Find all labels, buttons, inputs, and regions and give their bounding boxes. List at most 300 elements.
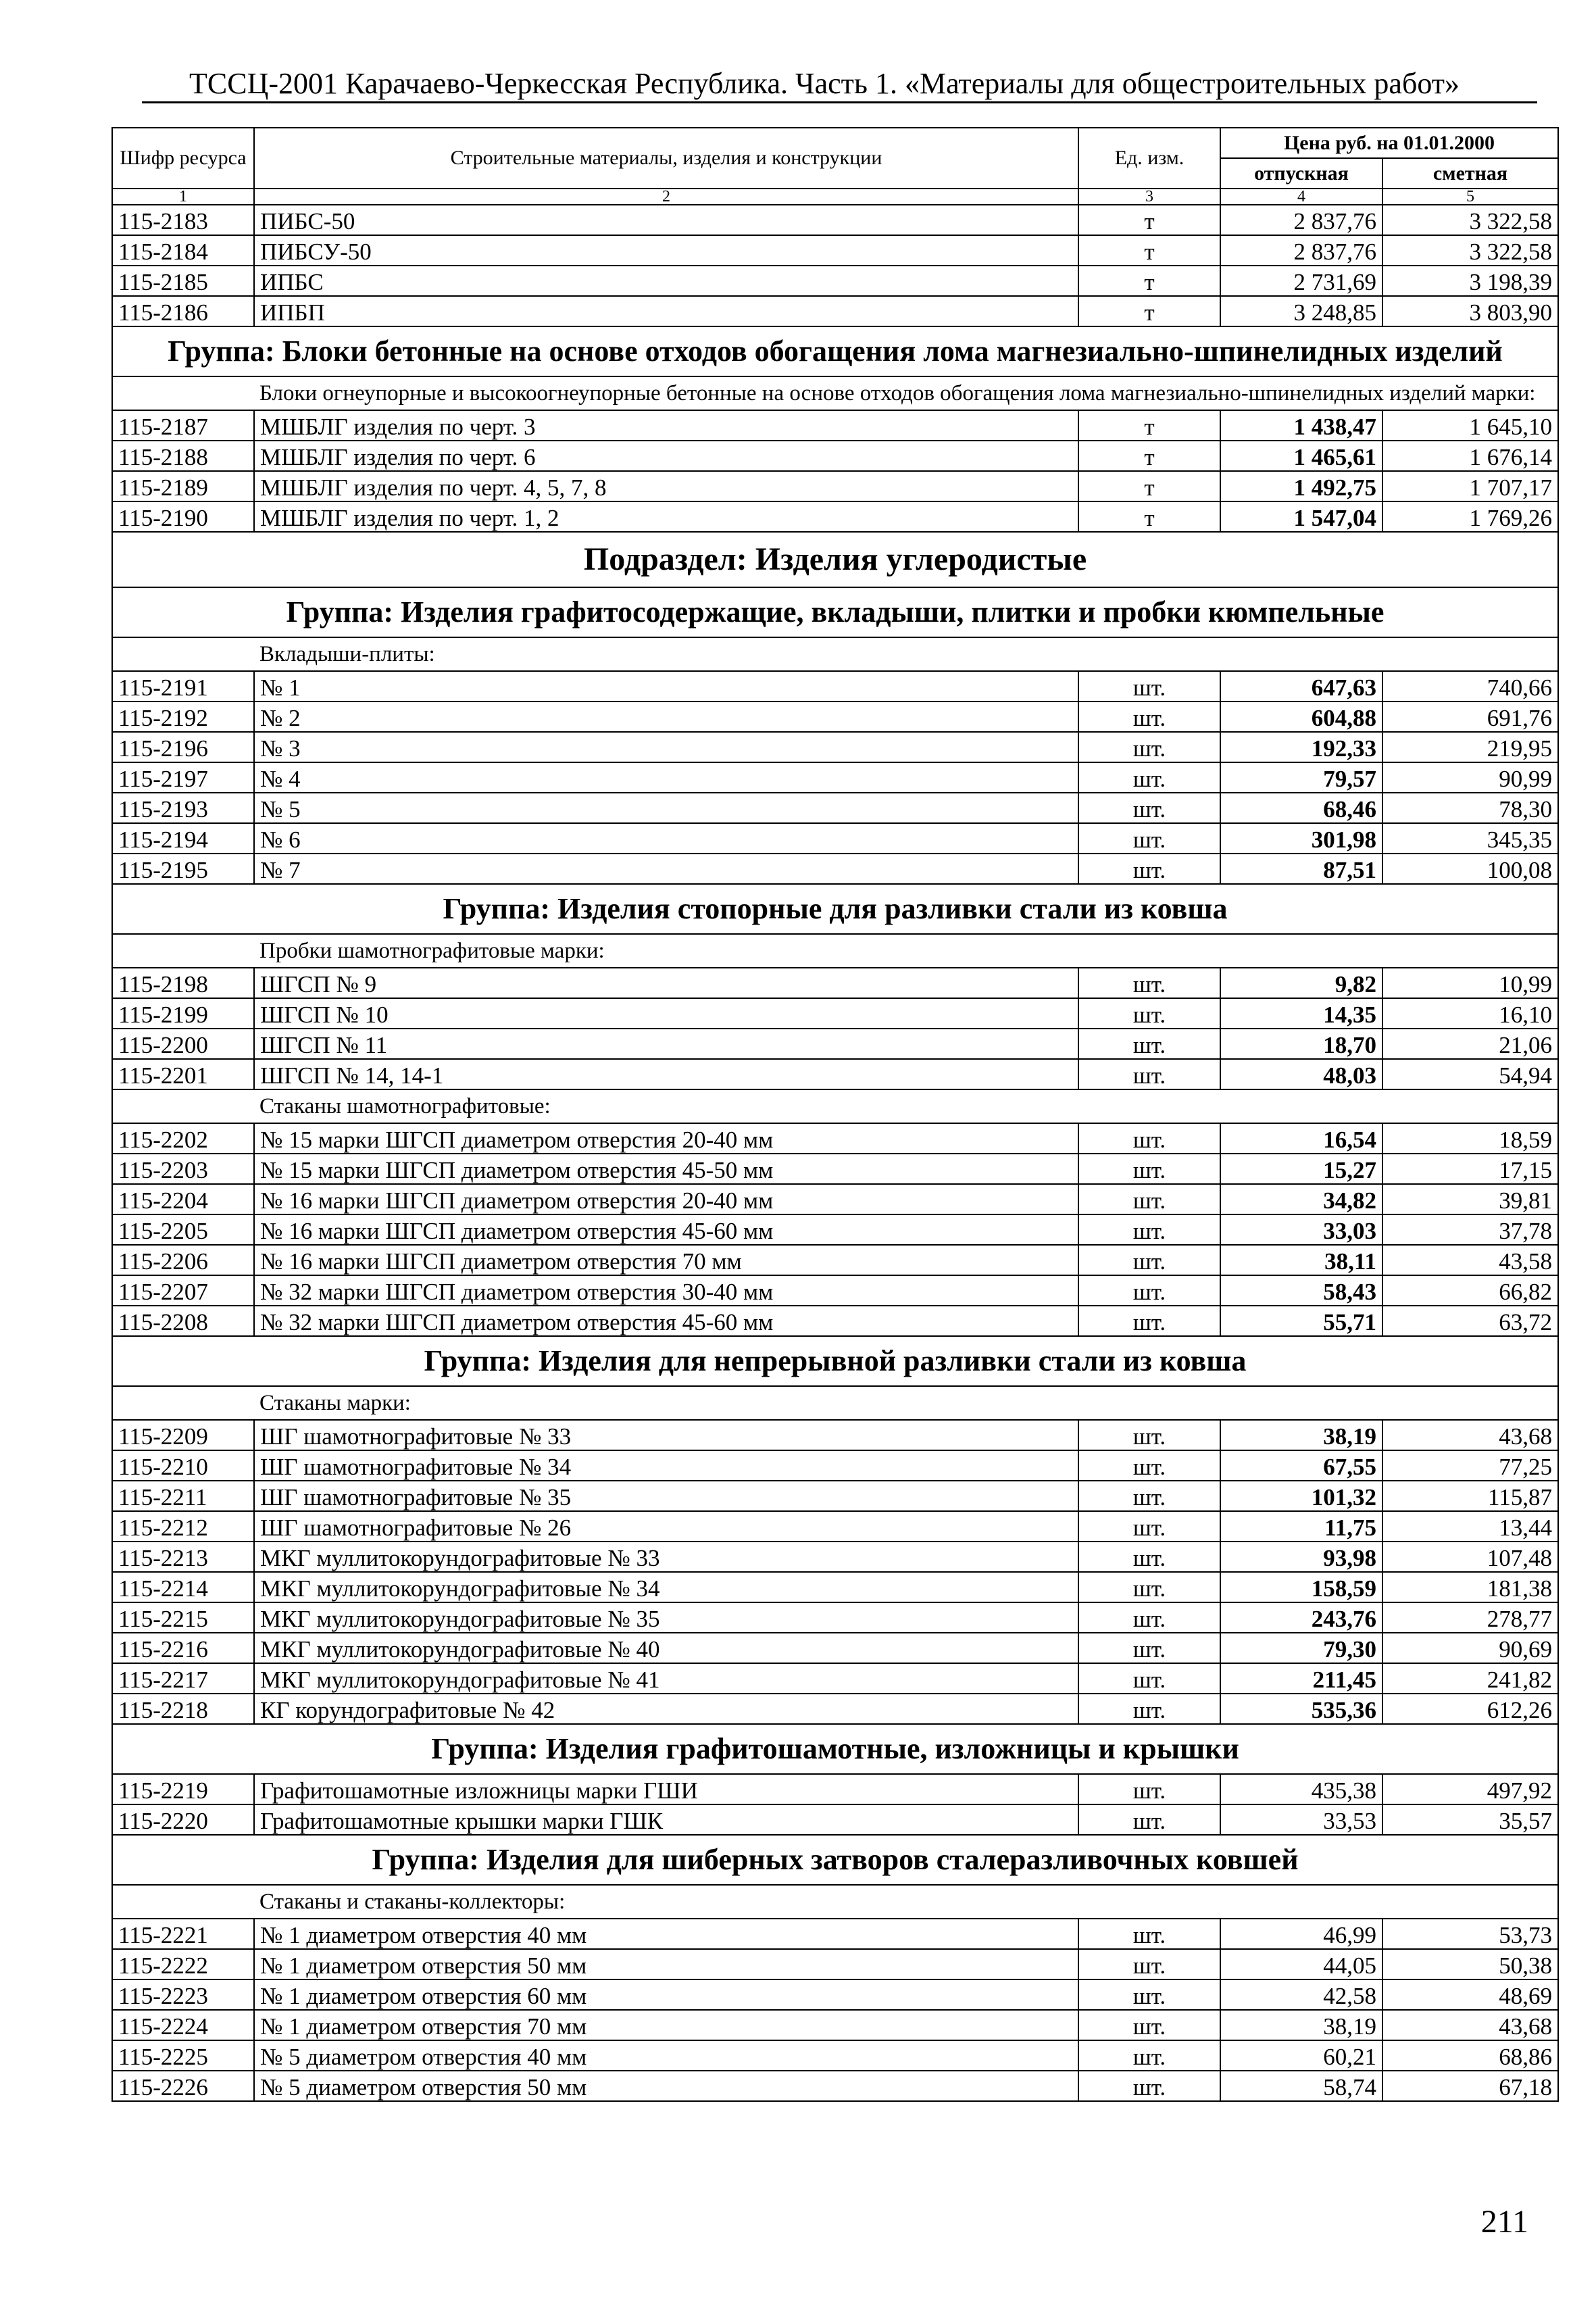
estimate-price: 66,82	[1382, 1275, 1558, 1306]
group-heading-row	[112, 326, 1558, 376]
material-name: ШГСП № 9	[254, 968, 1078, 998]
unit: шт.	[1078, 2071, 1220, 2101]
colnum-4: 4	[1220, 189, 1382, 205]
table-row	[112, 1123, 1558, 1154]
resource-code: 115-2206	[112, 1245, 254, 1275]
estimate-price: 37,78	[1382, 1214, 1558, 1245]
material-name: МШБЛГ изделия по черт. 4, 5, 7, 8	[254, 471, 1078, 501]
estimate-price: 39,81	[1382, 1184, 1558, 1214]
material-name: ШГ шамотнографитовые № 26	[254, 1511, 1078, 1542]
unit: т	[1078, 205, 1220, 235]
resource-code: 115-2184	[112, 235, 254, 266]
table-row	[112, 793, 1558, 823]
release-price: 9,82	[1220, 968, 1382, 998]
release-price: 158,59	[1220, 1572, 1382, 1602]
material-name: № 32 марки ШГСП диаметром отверстия 45-60 мм	[254, 1306, 1078, 1336]
resource-code: 115-2222	[112, 1949, 254, 1979]
resource-code: 115-2191	[112, 671, 254, 701]
note-text: Пробки шамотнографитовые марки:	[254, 934, 1558, 968]
material-name: № 1 диаметром отверстия 50 мм	[254, 1949, 1078, 1979]
estimate-price: 21,06	[1382, 1029, 1558, 1059]
estimate-price: 1 769,26	[1382, 501, 1558, 532]
material-name: МКГ муллитокорундографитовые № 34	[254, 1572, 1078, 1602]
note-text: Стаканы и стаканы-коллекторы:	[254, 1885, 1558, 1919]
unit: шт.	[1078, 1633, 1220, 1663]
release-price: 55,71	[1220, 1306, 1382, 1336]
material-name: № 7	[254, 854, 1078, 884]
estimate-price: 18,59	[1382, 1123, 1558, 1154]
estimate-price: 1 676,14	[1382, 441, 1558, 471]
resource-code: 115-2196	[112, 732, 254, 762]
resource-code: 115-2221	[112, 1919, 254, 1949]
estimate-price: 1 645,10	[1382, 410, 1558, 441]
resource-code: 115-2199	[112, 998, 254, 1029]
header-release-price: отпускная	[1220, 158, 1382, 189]
resource-code: 115-2210	[112, 1450, 254, 1481]
resource-code: 115-2186	[112, 296, 254, 326]
note-row	[112, 637, 1558, 671]
note-row	[112, 1885, 1558, 1919]
note-spacer	[112, 637, 254, 671]
estimate-price: 78,30	[1382, 793, 1558, 823]
resource-code: 115-2209	[112, 1420, 254, 1450]
resource-code: 115-2216	[112, 1633, 254, 1663]
table-row	[112, 762, 1558, 793]
estimate-price: 612,26	[1382, 1694, 1558, 1724]
material-name: МКГ муллитокорундографитовые № 41	[254, 1663, 1078, 1694]
release-price: 647,63	[1220, 671, 1382, 701]
group-heading-row	[112, 884, 1558, 934]
estimate-price: 345,35	[1382, 823, 1558, 854]
unit: т	[1078, 471, 1220, 501]
table-row	[112, 1511, 1558, 1542]
table-row	[112, 2010, 1558, 2040]
unit: шт.	[1078, 701, 1220, 732]
material-name: № 4	[254, 762, 1078, 793]
unit: шт.	[1078, 1774, 1220, 1804]
unit: шт.	[1078, 1694, 1220, 1724]
estimate-price: 90,69	[1382, 1633, 1558, 1663]
table-row	[112, 1602, 1558, 1633]
header-code: Шифр ресурса	[112, 128, 254, 189]
resource-code: 115-2202	[112, 1123, 254, 1154]
table-row	[112, 968, 1558, 998]
group-heading-row	[112, 587, 1558, 637]
table-row	[112, 235, 1558, 266]
group-heading: Группа: Изделия для непрерывной разливки стали из ковша	[112, 1336, 1558, 1386]
estimate-price: 63,72	[1382, 1306, 1558, 1336]
estimate-price: 241,82	[1382, 1663, 1558, 1694]
resource-code: 115-2187	[112, 410, 254, 441]
note-spacer	[112, 376, 254, 410]
release-price: 18,70	[1220, 1029, 1382, 1059]
header-unit: Ед. изм.	[1078, 128, 1220, 189]
resource-code: 115-2218	[112, 1694, 254, 1724]
resource-code: 115-2193	[112, 793, 254, 823]
resource-code: 115-2201	[112, 1059, 254, 1089]
table-row	[112, 471, 1558, 501]
unit: шт.	[1078, 1663, 1220, 1694]
table-row	[112, 1420, 1558, 1450]
group-heading: Группа: Изделия графитосодержащие, вкладыши, плитки и пробки кюмпельные	[112, 587, 1558, 637]
estimate-price: 43,58	[1382, 1245, 1558, 1275]
unit: т	[1078, 501, 1220, 532]
estimate-price: 100,08	[1382, 854, 1558, 884]
resource-code: 115-2211	[112, 1481, 254, 1511]
unit: шт.	[1078, 1214, 1220, 1245]
table-row	[112, 296, 1558, 326]
unit: шт.	[1078, 732, 1220, 762]
release-price: 33,03	[1220, 1214, 1382, 1245]
material-name: № 5 диаметром отверстия 40 мм	[254, 2040, 1078, 2071]
material-name: № 16 марки ШГСП диаметром отверстия 70 мм	[254, 1245, 1078, 1275]
estimate-price: 90,99	[1382, 762, 1558, 793]
table-row	[112, 1154, 1558, 1184]
unit: т	[1078, 441, 1220, 471]
material-name: ПИБСУ-50	[254, 235, 1078, 266]
unit: шт.	[1078, 998, 1220, 1029]
material-name: МКГ муллитокорундографитовые № 33	[254, 1542, 1078, 1572]
group-heading-row	[112, 1835, 1558, 1885]
release-price: 2 731,69	[1220, 266, 1382, 296]
resource-code: 115-2224	[112, 2010, 254, 2040]
release-price: 79,57	[1220, 762, 1382, 793]
release-price: 38,19	[1220, 1420, 1382, 1450]
release-price: 1 465,61	[1220, 441, 1382, 471]
table-header-row	[112, 128, 1558, 158]
release-price: 79,30	[1220, 1633, 1382, 1663]
material-name: МШБЛГ изделия по черт. 6	[254, 441, 1078, 471]
table-row	[112, 701, 1558, 732]
note-spacer	[112, 934, 254, 968]
material-name: № 32 марки ШГСП диаметром отверстия 30-40 мм	[254, 1275, 1078, 1306]
table-row	[112, 1633, 1558, 1663]
resource-code: 115-2219	[112, 1774, 254, 1804]
material-name: ШГСП № 14, 14-1	[254, 1059, 1078, 1089]
unit: шт.	[1078, 2040, 1220, 2071]
material-name: МШБЛГ изделия по черт. 3	[254, 410, 1078, 441]
estimate-price: 50,38	[1382, 1949, 1558, 1979]
group-heading: Группа: Изделия стопорные для разливки стали из ковша	[112, 884, 1558, 934]
group-heading: Группа: Блоки бетонные на основе отходов обогащения лома магнезиально-шпинелидных изделий	[112, 326, 1558, 376]
unit: т	[1078, 266, 1220, 296]
material-name: № 1 диаметром отверстия 70 мм	[254, 2010, 1078, 2040]
material-name: ШГ шамотнографитовые № 35	[254, 1481, 1078, 1511]
release-price: 42,58	[1220, 1979, 1382, 2010]
group-heading-row	[112, 1724, 1558, 1774]
unit: шт.	[1078, 1154, 1220, 1184]
release-price: 46,99	[1220, 1919, 1382, 1949]
release-price: 535,36	[1220, 1694, 1382, 1724]
unit: шт.	[1078, 968, 1220, 998]
unit: шт.	[1078, 823, 1220, 854]
unit: шт.	[1078, 1481, 1220, 1511]
price-table	[111, 127, 1559, 2102]
resource-code: 115-2197	[112, 762, 254, 793]
resource-code: 115-2189	[112, 471, 254, 501]
table-row	[112, 1949, 1558, 1979]
resource-code: 115-2208	[112, 1306, 254, 1336]
colnum-2: 2	[254, 189, 1078, 205]
material-name: № 16 марки ШГСП диаметром отверстия 45-60 мм	[254, 1214, 1078, 1245]
release-price: 60,21	[1220, 2040, 1382, 2071]
table-row	[112, 2071, 1558, 2101]
header-estimate-price: сметная	[1382, 158, 1558, 189]
estimate-price: 219,95	[1382, 732, 1558, 762]
estimate-price: 691,76	[1382, 701, 1558, 732]
group-heading: Группа: Изделия для шиберных затворов сталеразливочных ковшей	[112, 1835, 1558, 1885]
header-price: Цена руб. на 01.01.2000	[1220, 128, 1558, 158]
table-row	[112, 998, 1558, 1029]
resource-code: 115-2200	[112, 1029, 254, 1059]
colnum-3: 3	[1078, 189, 1220, 205]
table-row	[112, 1481, 1558, 1511]
table-row	[112, 1804, 1558, 1835]
release-price: 33,53	[1220, 1804, 1382, 1835]
resource-code: 115-2188	[112, 441, 254, 471]
material-name: Графитошамотные изложницы марки ГШИ	[254, 1774, 1078, 1804]
table-row	[112, 1184, 1558, 1214]
release-price: 48,03	[1220, 1059, 1382, 1089]
release-price: 435,38	[1220, 1774, 1382, 1804]
table-row	[112, 1059, 1558, 1089]
unit: шт.	[1078, 1979, 1220, 2010]
resource-code: 115-2183	[112, 205, 254, 235]
table-row	[112, 1663, 1558, 1694]
resource-code: 115-2212	[112, 1511, 254, 1542]
table-row	[112, 266, 1558, 296]
unit: шт.	[1078, 1420, 1220, 1450]
resource-code: 115-2220	[112, 1804, 254, 1835]
table-row	[112, 1694, 1558, 1724]
resource-code: 115-2215	[112, 1602, 254, 1633]
estimate-price: 54,94	[1382, 1059, 1558, 1089]
release-price: 93,98	[1220, 1542, 1382, 1572]
table-row	[112, 1245, 1558, 1275]
release-price: 2 837,76	[1220, 235, 1382, 266]
material-name: № 16 марки ШГСП диаметром отверстия 20-40 мм	[254, 1184, 1078, 1214]
table-row	[112, 1275, 1558, 1306]
material-name: № 6	[254, 823, 1078, 854]
estimate-price: 17,15	[1382, 1154, 1558, 1184]
unit: шт.	[1078, 671, 1220, 701]
resource-code: 115-2214	[112, 1572, 254, 1602]
material-name: № 1 диаметром отверстия 40 мм	[254, 1919, 1078, 1949]
estimate-price: 10,99	[1382, 968, 1558, 998]
material-name: ПИБС-50	[254, 205, 1078, 235]
release-price: 243,76	[1220, 1602, 1382, 1633]
unit: т	[1078, 296, 1220, 326]
release-price: 87,51	[1220, 854, 1382, 884]
estimate-price: 3 322,58	[1382, 235, 1558, 266]
table-row	[112, 1774, 1558, 1804]
release-price: 1 438,47	[1220, 410, 1382, 441]
subsection-heading: Подраздел: Изделия углеродистые	[112, 532, 1558, 587]
table-row	[112, 1450, 1558, 1481]
table-row	[112, 1572, 1558, 1602]
note-spacer	[112, 1089, 254, 1123]
unit: шт.	[1078, 1949, 1220, 1979]
material-name: № 5	[254, 793, 1078, 823]
estimate-price: 181,38	[1382, 1572, 1558, 1602]
table-row	[112, 205, 1558, 235]
unit: шт.	[1078, 1245, 1220, 1275]
material-name: КГ корундографитовые № 42	[254, 1694, 1078, 1724]
estimate-price: 16,10	[1382, 998, 1558, 1029]
unit: шт.	[1078, 2010, 1220, 2040]
resource-code: 115-2213	[112, 1542, 254, 1572]
release-price: 192,33	[1220, 732, 1382, 762]
estimate-price: 3 322,58	[1382, 205, 1558, 235]
resource-code: 115-2198	[112, 968, 254, 998]
table-row	[112, 854, 1558, 884]
table-row	[112, 410, 1558, 441]
material-name: МКГ муллитокорундографитовые № 35	[254, 1602, 1078, 1633]
note-row	[112, 1386, 1558, 1420]
release-price: 1 547,04	[1220, 501, 1382, 532]
estimate-price: 115,87	[1382, 1481, 1558, 1511]
estimate-price: 3 198,39	[1382, 266, 1558, 296]
column-number-row	[112, 189, 1558, 205]
release-price: 14,35	[1220, 998, 1382, 1029]
unit: шт.	[1078, 1275, 1220, 1306]
unit: шт.	[1078, 1804, 1220, 1835]
table-row	[112, 1306, 1558, 1336]
colnum-5: 5	[1382, 189, 1558, 205]
page-number: 211	[1480, 2204, 1528, 2240]
header-name: Строительные материалы, изделия и конструкции	[254, 128, 1078, 189]
note-row	[112, 934, 1558, 968]
unit: шт.	[1078, 1059, 1220, 1089]
unit: шт.	[1078, 793, 1220, 823]
unit: шт.	[1078, 1602, 1220, 1633]
resource-code: 115-2203	[112, 1154, 254, 1184]
release-price: 15,27	[1220, 1154, 1382, 1184]
material-name: № 15 марки ШГСП диаметром отверстия 20-40 мм	[254, 1123, 1078, 1154]
material-name: № 2	[254, 701, 1078, 732]
note-text: Стаканы шамотнографитовые:	[254, 1089, 1558, 1123]
note-text: Вкладыши-плиты:	[254, 637, 1558, 671]
estimate-price: 67,18	[1382, 2071, 1558, 2101]
resource-code: 115-2205	[112, 1214, 254, 1245]
unit: шт.	[1078, 854, 1220, 884]
release-price: 68,46	[1220, 793, 1382, 823]
unit: шт.	[1078, 1572, 1220, 1602]
estimate-price: 740,66	[1382, 671, 1558, 701]
estimate-price: 43,68	[1382, 2010, 1558, 2040]
unit: шт.	[1078, 1450, 1220, 1481]
subsection-heading-row	[112, 532, 1558, 587]
material-name: № 5 диаметром отверстия 50 мм	[254, 2071, 1078, 2101]
table-row	[112, 1919, 1558, 1949]
material-name: ШГСП № 10	[254, 998, 1078, 1029]
material-name: ИПБС	[254, 266, 1078, 296]
release-price: 58,74	[1220, 2071, 1382, 2101]
material-name: ШГ шамотнографитовые № 33	[254, 1420, 1078, 1450]
resource-code: 115-2192	[112, 701, 254, 732]
header-rule	[142, 101, 1537, 103]
unit: шт.	[1078, 1511, 1220, 1542]
release-price: 38,19	[1220, 2010, 1382, 2040]
estimate-price: 278,77	[1382, 1602, 1558, 1633]
group-heading: Группа: Изделия графитошамотные, изложницы и крышки	[112, 1724, 1558, 1774]
note-text: Стаканы марки:	[254, 1386, 1558, 1420]
table-row	[112, 1979, 1558, 2010]
release-price: 67,55	[1220, 1450, 1382, 1481]
note-text: Блоки огнеупорные и высокоогнеупорные бетонные на основе отходов обогащения лома магнезиально-шпинелидных изделий марки:	[254, 376, 1558, 410]
material-name: № 1	[254, 671, 1078, 701]
note-spacer	[112, 1386, 254, 1420]
table-row	[112, 671, 1558, 701]
material-name: № 15 марки ШГСП диаметром отверстия 45-50 мм	[254, 1154, 1078, 1184]
unit: шт.	[1078, 1306, 1220, 1336]
material-name: № 1 диаметром отверстия 60 мм	[254, 1979, 1078, 2010]
resource-code: 115-2190	[112, 501, 254, 532]
note-row	[112, 376, 1558, 410]
resource-code: 115-2194	[112, 823, 254, 854]
table-row	[112, 732, 1558, 762]
unit: шт.	[1078, 1029, 1220, 1059]
release-price: 2 837,76	[1220, 205, 1382, 235]
table-row	[112, 1542, 1558, 1572]
release-price: 3 248,85	[1220, 296, 1382, 326]
table-row	[112, 441, 1558, 471]
estimate-price: 43,68	[1382, 1420, 1558, 1450]
material-name: МКГ муллитокорундографитовые № 40	[254, 1633, 1078, 1663]
release-price: 38,11	[1220, 1245, 1382, 1275]
table-row	[112, 1029, 1558, 1059]
table-row	[112, 823, 1558, 854]
document-header: ТССЦ-2001 Карачаево-Черкесская Республика. Часть 1. «Материалы для общестроительных работ»	[189, 67, 1460, 100]
resource-code: 115-2217	[112, 1663, 254, 1694]
estimate-price: 68,86	[1382, 2040, 1558, 2071]
estimate-price: 1 707,17	[1382, 471, 1558, 501]
material-name: № 3	[254, 732, 1078, 762]
estimate-price: 3 803,90	[1382, 296, 1558, 326]
resource-code: 115-2185	[112, 266, 254, 296]
material-name: МШБЛГ изделия по черт. 1, 2	[254, 501, 1078, 532]
release-price: 1 492,75	[1220, 471, 1382, 501]
resource-code: 115-2223	[112, 1979, 254, 2010]
material-name: ШГСП № 11	[254, 1029, 1078, 1059]
release-price: 34,82	[1220, 1184, 1382, 1214]
resource-code: 115-2204	[112, 1184, 254, 1214]
note-spacer	[112, 1885, 254, 1919]
release-price: 16,54	[1220, 1123, 1382, 1154]
release-price: 301,98	[1220, 823, 1382, 854]
resource-code: 115-2207	[112, 1275, 254, 1306]
estimate-price: 497,92	[1382, 1774, 1558, 1804]
unit: шт.	[1078, 762, 1220, 793]
table-row	[112, 2040, 1558, 2071]
group-heading-row	[112, 1336, 1558, 1386]
table-row	[112, 501, 1558, 532]
note-row	[112, 1089, 1558, 1123]
release-price: 11,75	[1220, 1511, 1382, 1542]
resource-code: 115-2195	[112, 854, 254, 884]
table-row	[112, 1214, 1558, 1245]
estimate-price: 13,44	[1382, 1511, 1558, 1542]
unit: шт.	[1078, 1542, 1220, 1572]
estimate-price: 48,69	[1382, 1979, 1558, 2010]
material-name: ШГ шамотнографитовые № 34	[254, 1450, 1078, 1481]
release-price: 44,05	[1220, 1949, 1382, 1979]
material-name: ИПБП	[254, 296, 1078, 326]
unit: т	[1078, 410, 1220, 441]
unit: шт.	[1078, 1123, 1220, 1154]
release-price: 58,43	[1220, 1275, 1382, 1306]
resource-code: 115-2226	[112, 2071, 254, 2101]
